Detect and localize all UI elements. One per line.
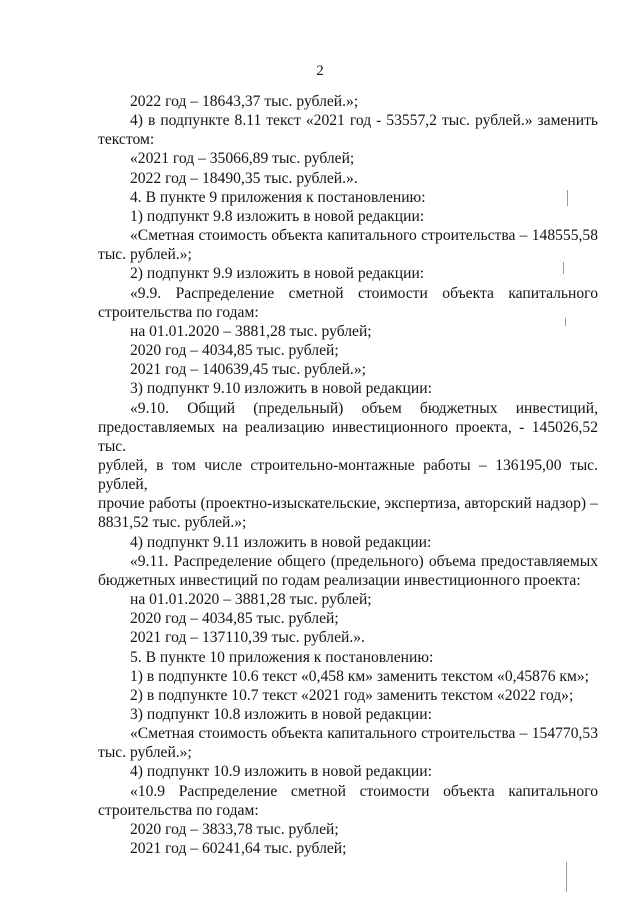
text-line: 2020 год – 3833,78 тыс. рублей; xyxy=(130,820,339,838)
scan-artifact xyxy=(567,190,568,206)
text-line: 2) подпункт 9.9 изложить в новой редакции: xyxy=(130,265,425,283)
text-line: строительства по годам: xyxy=(98,801,259,819)
text-line: 2020 год – 4034,85 тыс. рублей; xyxy=(130,342,339,360)
text-line: 2021 год – 60241,64 тыс. рублей; xyxy=(130,840,347,858)
text-line: 4. В пункте 9 приложения к постановлению: xyxy=(130,188,426,206)
text-line: строительства по годам: xyxy=(98,303,259,321)
text-line: «10.9 Распределение сметной стоимости объекта капитального xyxy=(130,782,598,800)
text-line: 4) в подпункте 8.11 текст «2021 год - 53557,2 тыс. рублей.» заменить xyxy=(130,112,598,130)
text-line: на 01.01.2020 – 3881,28 тыс. рублей; xyxy=(130,591,372,609)
document-body xyxy=(98,92,598,858)
text-line: 1) в подпункте 10.6 текст «0,458 км» заменить текстом «0,45876 км»; xyxy=(130,667,589,685)
text-line: «9.11. Распределение общего (предельного) объема предоставляемых xyxy=(130,552,598,570)
text-line: 2021 год – 137110,39 тыс. рублей.». xyxy=(130,629,365,647)
text-line: бюджетных инвестиций по годам реализации инвестиционного проекта: xyxy=(98,571,581,589)
text-line: предоставляемых на реализацию инвестиционного проекта, - 145026,52 тыс. xyxy=(98,418,598,455)
text-line: 3) подпункт 9.10 изложить в новой редакции: xyxy=(130,380,432,398)
scan-artifact xyxy=(565,318,566,326)
scan-artifact xyxy=(566,862,567,892)
scan-artifact xyxy=(563,262,564,274)
text-line: 5. В пункте 10 приложения к постановлению: xyxy=(130,648,434,666)
text-line: 2022 год – 18490,35 тыс. рублей.». xyxy=(130,169,358,187)
text-line: тыс. рублей.»; xyxy=(98,744,192,762)
text-line: 2021 год – 140639,45 тыс. рублей.»; xyxy=(130,361,366,379)
text-line: «Сметная стоимость объекта капитального строительства – 154770,53 xyxy=(130,725,598,743)
text-line: на 01.01.2020 – 3881,28 тыс. рублей; xyxy=(130,322,372,340)
page-number: 2 xyxy=(316,63,324,79)
text-line: прочие работы (проектно-изыскательские, экспертиза, авторский надзор) – xyxy=(98,495,598,513)
text-line: «9.9. Распределение сметной стоимости объекта капитального xyxy=(130,284,598,302)
text-line: «9.10. Общий (предельный) объем бюджетных инвестиций, xyxy=(130,399,598,417)
text-line: 2) в подпункте 10.7 текст «2021 год» заменить текстом «2022 год»; xyxy=(130,686,574,704)
text-line: 2022 год – 18643,37 тыс. рублей.»; xyxy=(130,93,359,110)
text-line: «Сметная стоимость объекта капитального строительства – 148555,58 xyxy=(130,227,598,245)
text-line: 1) подпункт 9.8 изложить в новой редакции: xyxy=(130,207,425,225)
text-line: «2021 год – 35066,89 тыс. рублей; xyxy=(130,150,355,168)
text-line: 2020 год – 4034,85 тыс. рублей; xyxy=(130,610,339,628)
text-line: 8831,52 тыс. рублей.»; xyxy=(98,514,247,532)
text-line: текстом: xyxy=(98,131,155,149)
text-line: 4) подпункт 9.11 изложить в новой редакции: xyxy=(130,533,432,551)
text-line: 3) подпункт 10.8 изложить в новой редакции: xyxy=(130,706,432,723)
text-line: 4) подпункт 10.9 изложить в новой редакции: xyxy=(130,763,432,781)
text-line: рублей, в том числе строительно-монтажные работы – 136195,00 тыс. рублей, xyxy=(98,456,598,494)
text-line: тыс. рублей.»; xyxy=(98,246,192,264)
